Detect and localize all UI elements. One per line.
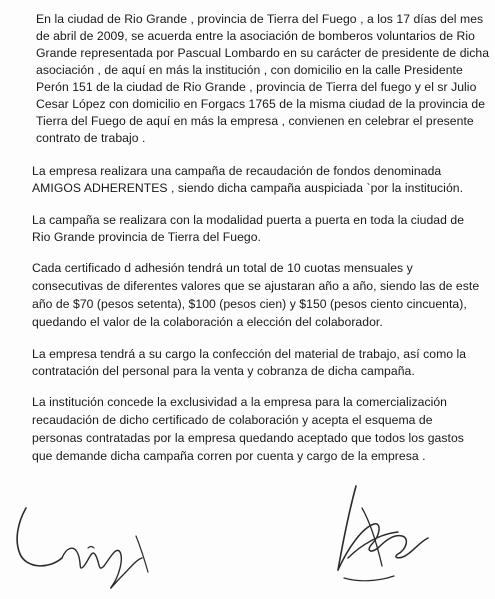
text-line: consecutivas de diferentes valores que se ajustaran año a año, siendo las de este xyxy=(32,279,480,293)
text-line: Perón 151 de la ciudad de Rio Grande , provincia de Tierra del fuego y el sr Julio xyxy=(36,80,477,94)
text-line: Grande representada por Pascual Lombardo en su carácter de presidente de dicha xyxy=(36,46,490,60)
text-line: Cada certificado d adhesión tendrá un total de 10 cuotas mensuales y xyxy=(32,261,413,275)
text-line: personas contratadas por la empresa quedando aceptado que todos los gastos xyxy=(32,431,464,445)
text-line: de abril de 2009, se acuerda entre la asociación de bomberos voluntarios de Rio xyxy=(36,29,475,43)
text-line: AMIGOS ADHERENTES , siendo dicha campaña auspiciada `por la institución. xyxy=(32,181,464,195)
text-line: año de $70 (pesos setenta), $100 (pesos cien) y $150 (pesos ciento cincuenta), xyxy=(32,297,467,311)
text-line: Cesar López con domicilio en Forgacs 1765 de la misma ciudad de la provincia de xyxy=(36,97,486,111)
text-line: recaudación de dicho certificado de colaboración y acepta el esquema de xyxy=(32,413,433,427)
text-line: que demande dicha campaña corren por cuenta y cargo de la empresa . xyxy=(32,449,426,463)
text-line: En la ciudad de Rio Grande , provincia de Tierra del Fuego , a los 17 días del mes xyxy=(36,12,484,26)
text-line: contrato de trabajo . xyxy=(36,131,146,145)
signature-right xyxy=(318,478,448,598)
text-line: Rio Grande provincia de Tierra del Fuego. xyxy=(32,230,261,244)
text-line: asociación , de aquí en más la institución , con domicilio en la calle Presidente xyxy=(36,63,463,77)
text-line: La campaña se realizara con la modalidad puerta a puerta en toda la ciudad de xyxy=(32,213,465,227)
text-line: La empresa realizara una campaña de recaudación de fondos denominada xyxy=(32,164,442,178)
text-line: La institución concede la exclusividad a la empresa para la comercialización xyxy=(32,395,448,409)
text-line: La empresa tendrá a su cargo la confección del material de trabajo, así como la xyxy=(32,347,467,361)
text-line: Tierra del Fuego de aquí en más la empresa , convienen en celebrar el presente xyxy=(36,114,474,128)
text-line: quedando el valor de la colaboración a elección del colaborador. xyxy=(32,315,383,329)
text-line: contratación del personal para la venta y cobranza de dicha campaña. xyxy=(32,364,415,378)
signature-left xyxy=(4,488,164,598)
